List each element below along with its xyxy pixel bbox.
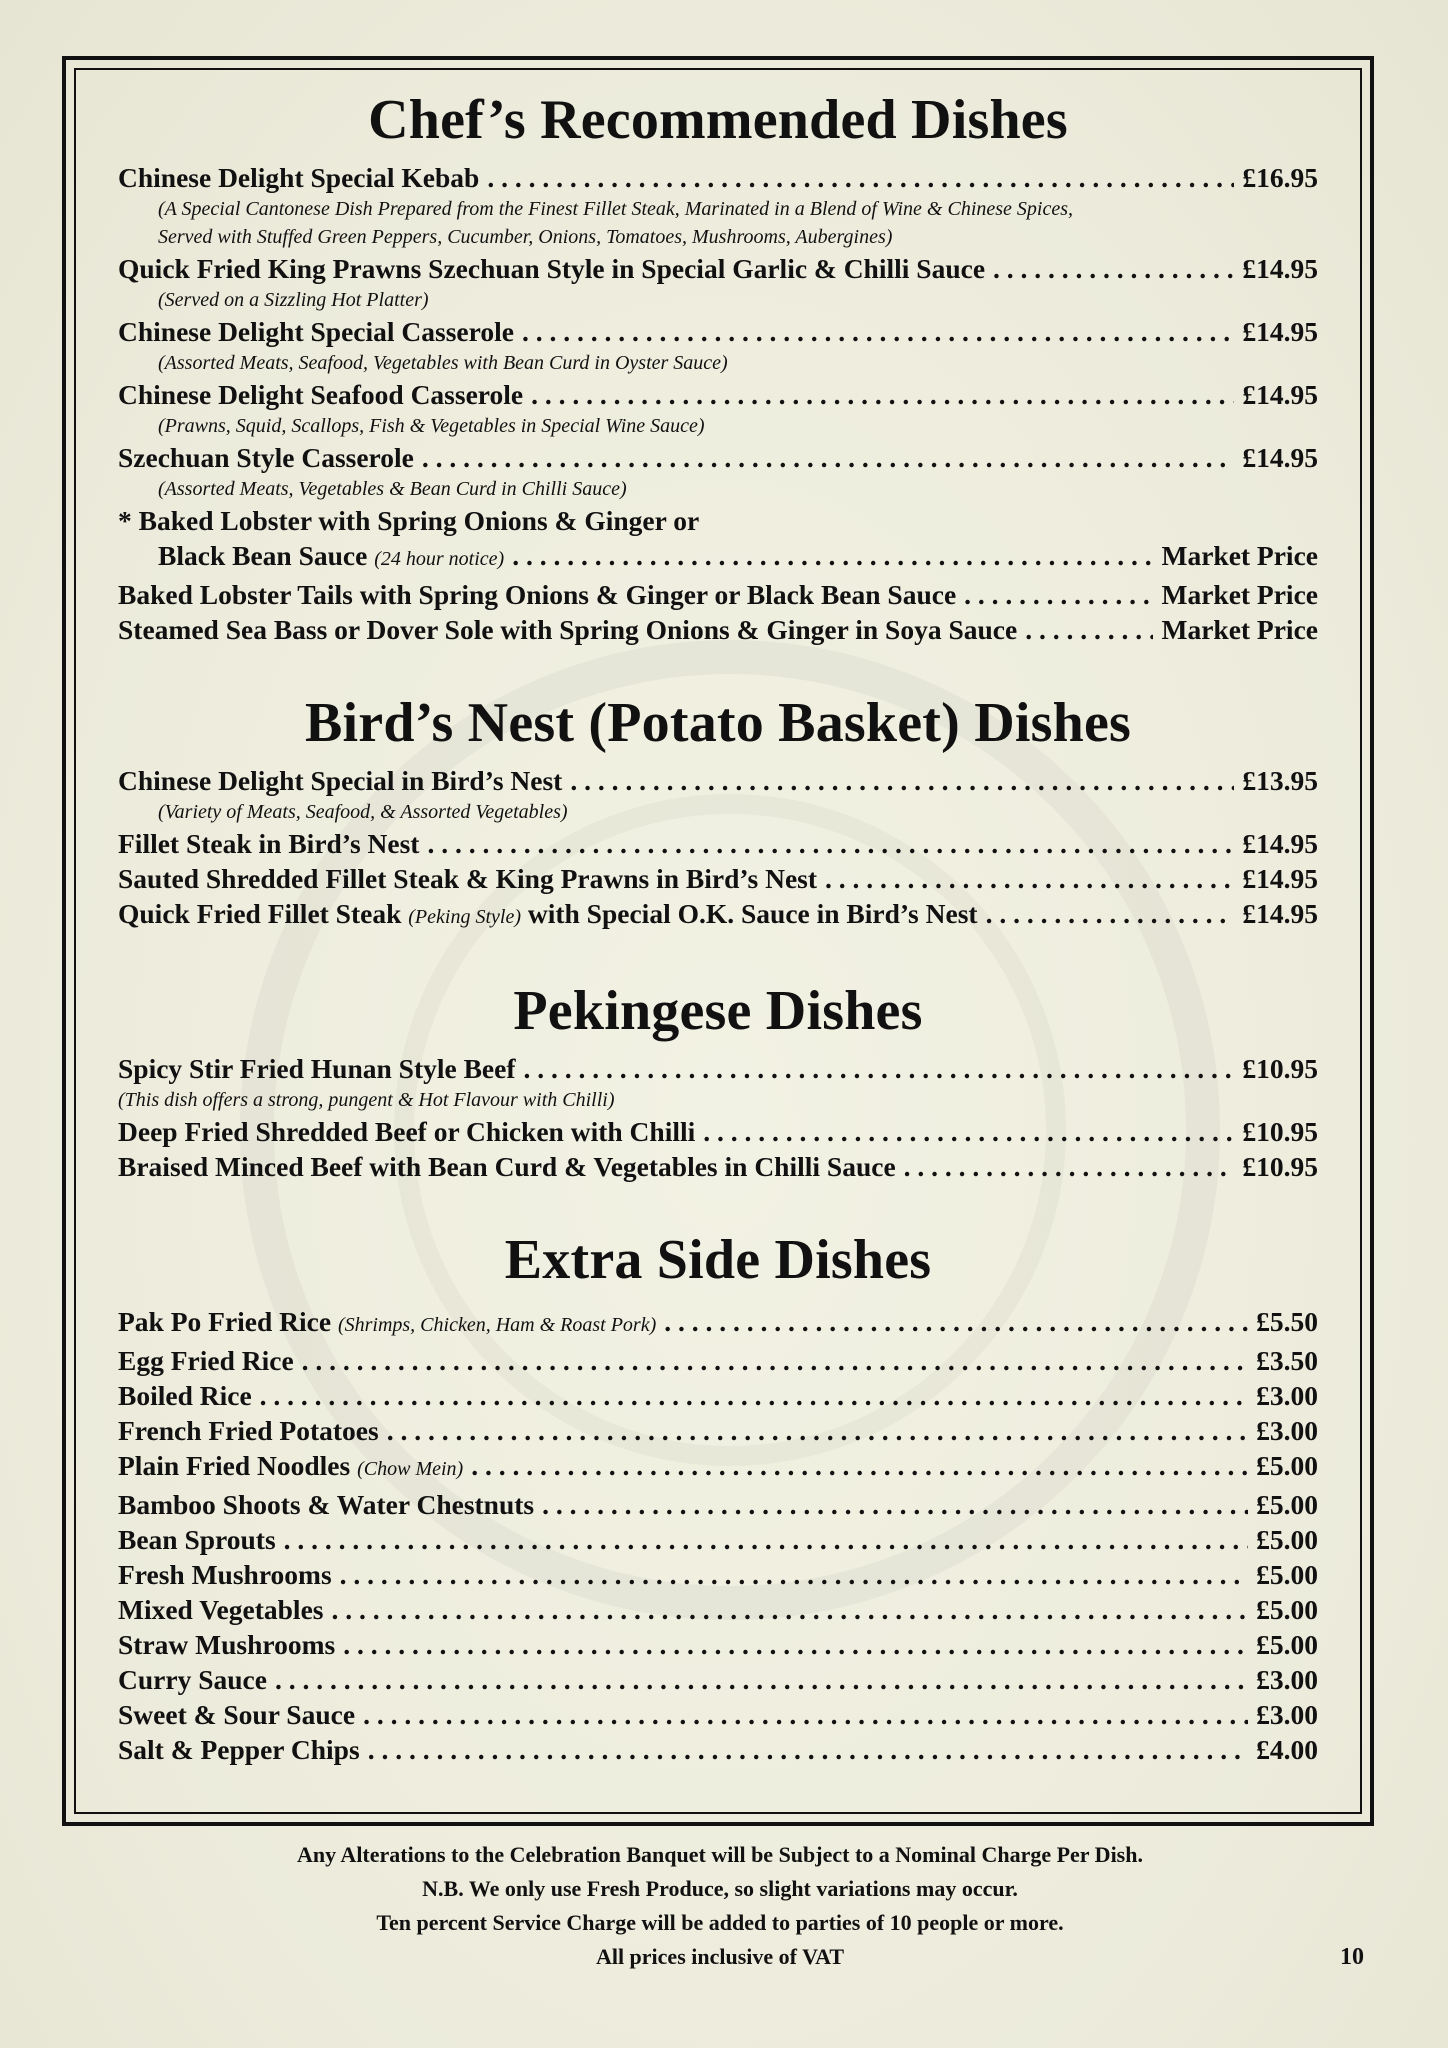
section-title-sides: Extra Side Dishes [504, 1229, 932, 1291]
item-name-text: Black Bean Sauce [158, 540, 368, 571]
menu-item [118, 1697, 1318, 1732]
menu-item [118, 763, 1318, 798]
item-inline-note: (Peking Style) [408, 906, 521, 928]
footer-line: N.B. We only use Fresh Produce, so slight variations may occur. [422, 1876, 1018, 1901]
menu-item [118, 612, 1318, 647]
item-name-line1: * Baked Lobster with Spring Onions & Ginger or [118, 505, 700, 536]
leader-dots [343, 1627, 1248, 1662]
item-description: Served with Stuffed Green Peppers, Cucumber, Onions, Tomatoes, Mushrooms, Aubergines) [158, 226, 893, 248]
item-name: Sauted Shredded Fillet Steak & King Prawns in Bird’s Nest [118, 863, 818, 894]
leader-dots [986, 896, 1235, 931]
item-price: £14.95 [1242, 898, 1318, 929]
leader-dots [522, 314, 1234, 349]
leader-dots [570, 763, 1234, 798]
leader-dots [1025, 612, 1153, 647]
section-title-chefs: Chef’s Recommended Dishes [368, 89, 1068, 151]
menu-item [118, 160, 1318, 195]
leader-dots [471, 1448, 1248, 1483]
item-name-text: Plain Fried Noodles [118, 1450, 351, 1481]
leader-dots [524, 1051, 1235, 1086]
item-name: Sweet & Sour Sauce [118, 1699, 356, 1730]
leader-dots [664, 1304, 1248, 1339]
menu-item [118, 861, 1318, 896]
leader-dots [427, 826, 1234, 861]
item-name: Chinese Delight Special in Bird’s Nest [118, 765, 563, 796]
item-price: £10.95 [1242, 1151, 1318, 1182]
item-price: £14.95 [1242, 828, 1318, 859]
menu-item [118, 314, 1318, 349]
item-price: Market Price [1161, 540, 1318, 571]
item-price: £16.95 [1242, 162, 1318, 193]
leader-dots [512, 538, 1153, 573]
item-inline-note: (24 hour notice) [374, 548, 505, 570]
leader-dots [363, 1697, 1248, 1732]
section-title-pekingese: Pekingese Dishes [513, 980, 923, 1042]
item-name [118, 1448, 463, 1487]
item-price: £5.00 [1256, 1594, 1318, 1625]
menu-item [118, 1732, 1318, 1767]
item-description: (Assorted Meats, Vegetables & Bean Curd in Chilli Sauce) [158, 478, 627, 500]
item-name-text: Pak Po Fried Rice [118, 1306, 332, 1337]
leader-dots [284, 1522, 1248, 1557]
menu-item [118, 440, 1318, 475]
item-price: Market Price [1161, 614, 1318, 645]
item-name: Salt & Pepper Chips [118, 1734, 360, 1765]
item-name: Chinese Delight Special Kebab [118, 162, 480, 193]
item-description: (A Special Cantonese Dish Prepared from the Finest Fillet Steak, Marinated in a Blend of Wine & Chinese Spices, [158, 198, 1074, 220]
leader-dots [275, 1662, 1248, 1697]
item-name: Fillet Steak in Bird’s Nest [118, 828, 420, 859]
item-description: (Assorted Meats, Seafood, Vegetables with Bean Curd in Oyster Sauce) [158, 352, 728, 374]
item-price: £14.95 [1242, 316, 1318, 347]
menu-item [118, 1592, 1318, 1627]
menu-item [118, 1149, 1318, 1184]
menu-item [118, 1413, 1318, 1448]
item-description: (Served on a Sizzling Hot Platter) [158, 289, 429, 311]
item-name [158, 538, 504, 577]
menu-item [118, 1114, 1318, 1149]
item-name-text: with Special O.K. Sauce in Bird’s Nest [527, 898, 978, 929]
item-price: £13.95 [1242, 765, 1318, 796]
menu-item [118, 1662, 1318, 1697]
leader-dots [531, 377, 1234, 412]
item-price: £3.00 [1256, 1664, 1318, 1695]
leader-dots [993, 251, 1234, 286]
item-price: £14.95 [1242, 379, 1318, 410]
menu-item [118, 1304, 1318, 1343]
leader-dots [331, 1592, 1248, 1627]
item-price: £3.50 [1256, 1345, 1318, 1376]
item-name: Braised Minced Beef with Bean Curd & Vegetables in Chilli Sauce [118, 1151, 896, 1182]
leader-dots [422, 440, 1235, 475]
menu-item [118, 896, 1318, 935]
item-price: Market Price [1161, 579, 1318, 610]
item-price: £14.95 [1242, 863, 1318, 894]
item-name: Chinese Delight Seafood Casserole [118, 379, 524, 410]
item-name [118, 896, 978, 935]
item-name: Bamboo Shoots & Water Chestnuts [118, 1489, 535, 1520]
item-price: £3.00 [1256, 1415, 1318, 1446]
section-title-birds-nest: Bird’s Nest (Potato Basket) Dishes [305, 692, 1131, 754]
item-name: Spicy Stir Fried Hunan Style Beef [118, 1053, 516, 1084]
item-price: £5.00 [1256, 1559, 1318, 1590]
item-price: £4.00 [1256, 1734, 1318, 1765]
item-name: Straw Mushrooms [118, 1629, 336, 1660]
leader-dots [340, 1557, 1248, 1592]
leader-dots [703, 1114, 1234, 1149]
page-number: 10 [1340, 1944, 1364, 1970]
menu-item [118, 377, 1318, 412]
item-price: £10.95 [1242, 1116, 1318, 1147]
item-name: Deep Fried Shredded Beef or Chicken with Chilli [118, 1116, 696, 1147]
leader-dots [964, 577, 1153, 612]
item-name-text: Quick Fried Fillet Steak [118, 898, 402, 929]
menu-item [118, 538, 1318, 577]
leader-dots [904, 1149, 1235, 1184]
footer-line: Ten percent Service Charge will be added to parties of 10 people or more. [376, 1910, 1064, 1935]
item-name [118, 1304, 656, 1343]
item-name: Fresh Mushrooms [118, 1559, 332, 1590]
item-name: Curry Sauce [118, 1664, 267, 1695]
footer-line: All prices inclusive of VAT [595, 1944, 845, 1969]
item-name: Chinese Delight Special Casserole [118, 316, 514, 347]
item-name: Bean Sprouts [118, 1524, 276, 1555]
item-name: Steamed Sea Bass or Dover Sole with Spring Onions & Ginger in Soya Sauce [118, 614, 1018, 645]
leader-dots [260, 1378, 1248, 1413]
item-inline-note: (Chow Mein) [357, 1458, 464, 1480]
item-name: Baked Lobster Tails with Spring Onions & Ginger or Black Bean Sauce [118, 579, 957, 610]
item-price: £14.95 [1242, 442, 1318, 473]
item-price: £10.95 [1242, 1053, 1318, 1084]
item-description: (Variety of Meats, Seafood, & Assorted Vegetables) [158, 801, 568, 823]
menu-item [118, 1627, 1318, 1662]
menu-item [118, 826, 1318, 861]
item-price: £5.00 [1256, 1489, 1318, 1520]
item-price: £14.95 [1242, 253, 1318, 284]
item-name: Boiled Rice [118, 1380, 252, 1411]
item-inline-note: (Shrimps, Chicken, Ham & Roast Pork) [337, 1314, 657, 1336]
item-name: French Fried Potatoes [118, 1415, 379, 1446]
item-price: £5.50 [1256, 1306, 1318, 1337]
menu-item [118, 1051, 1318, 1086]
item-name: Mixed Vegetables [118, 1594, 324, 1625]
item-price: £5.00 [1256, 1629, 1318, 1660]
menu-item [118, 1448, 1318, 1487]
item-price: £5.00 [1256, 1450, 1318, 1481]
menu-item [118, 1487, 1318, 1522]
item-name: Quick Fried King Prawns Szechuan Style in Special Garlic & Chilli Sauce [118, 253, 986, 284]
leader-dots [542, 1487, 1248, 1522]
item-name: Egg Fried Rice [118, 1345, 294, 1376]
menu-content [118, 80, 1318, 1767]
footer-notes [100, 1838, 1340, 1974]
item-price: £5.00 [1256, 1524, 1318, 1555]
item-description: (Prawns, Squid, Scallops, Fish & Vegetables in Special Wine Sauce) [158, 415, 705, 437]
item-name: Szechuan Style Casserole [118, 442, 414, 473]
leader-dots [302, 1343, 1248, 1378]
item-description: (This dish offers a strong, pungent & Hot Flavour with Chilli) [118, 1089, 615, 1111]
item-price: £3.00 [1256, 1699, 1318, 1730]
footer-line: Any Alterations to the Celebration Banquet will be Subject to a Nominal Charge Per Dish. [297, 1842, 1143, 1867]
menu-item [118, 1557, 1318, 1592]
menu-item [118, 1378, 1318, 1413]
menu-item [118, 1522, 1318, 1557]
leader-dots [387, 1413, 1248, 1448]
menu-item [118, 251, 1318, 286]
leader-dots [368, 1732, 1248, 1767]
leader-dots [487, 160, 1234, 195]
leader-dots [825, 861, 1234, 896]
menu-item [118, 1343, 1318, 1378]
menu-item [118, 577, 1318, 612]
item-price: £3.00 [1256, 1380, 1318, 1411]
